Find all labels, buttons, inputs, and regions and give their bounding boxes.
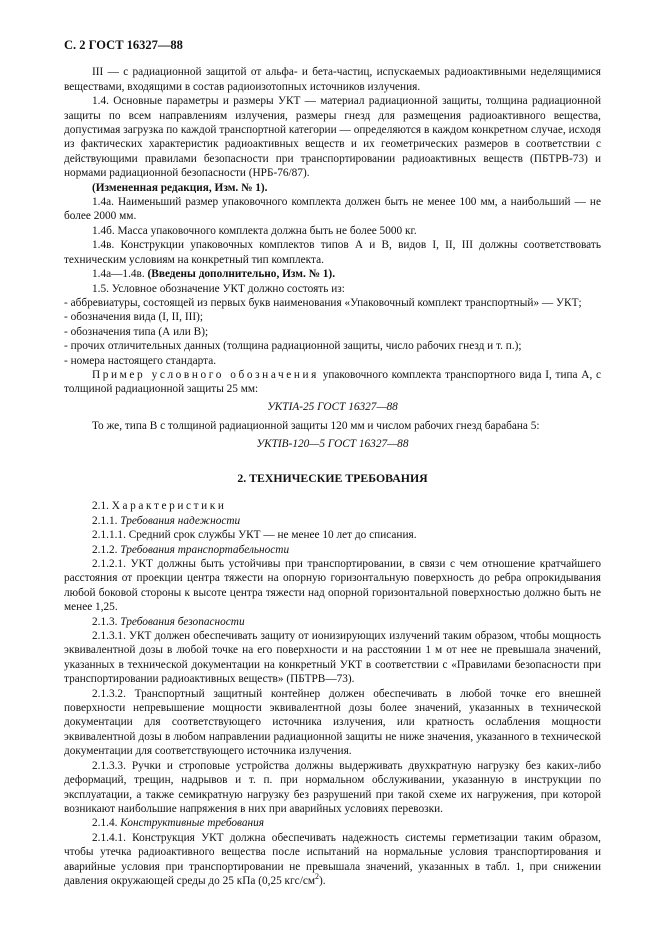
- paragraph-1-4v: 1.4в. Конструкции упаковочных комплектов типов А и В, видов I, II, III должны соответствовать техническим условиям на конкретный тип комплекта.: [64, 239, 601, 266]
- paragraph-2-1-1-1: 2.1.1.1. Средний срок службы УКТ — не менее 10 лет до списания.: [92, 529, 417, 542]
- paragraph-1-4a: 1.4а. Наименьший размер упаковочного комплекта должен быть не менее 100 мм, а наибольший — не более 2000 мм.: [64, 196, 601, 223]
- example-text: упаковочного комплекта транспортного вида I, типа А, с толщиной радиационной защиты 25 мм:: [64, 368, 601, 396]
- superscript: 2: [315, 872, 319, 882]
- heading-2-1: [64, 499, 601, 513]
- heading-2-1-2-title: Требования транспортабельности: [120, 543, 290, 556]
- list-item: - аббревиатуры, состоящей из первых букв наименования «Упаковочный комплект транспортный» — УКТ;: [64, 296, 582, 309]
- example-paragraph: [64, 368, 601, 397]
- paragraph-iii: III — с радиационной защитой от альфа- и бета-частиц, испускаемых радиоактивными неделящимися веществами, входящими в состав радиоизотопных источников излучения.: [64, 66, 601, 93]
- same-paragraph: То же, типа В с толщиной радиационной защиты 120 мм и числом рабочих гнезд барабана 5:: [92, 420, 540, 433]
- heading-2-1-1: [64, 514, 601, 528]
- amended-note: (Измененная редакция, Изм. № 1).: [92, 181, 268, 194]
- heading-2-1-3-number: 2.1.3.: [92, 615, 121, 628]
- heading-2-1-4-number: 2.1.4.: [92, 817, 121, 830]
- heading-2-1-2: [64, 543, 601, 557]
- list-item: - обозначения вида (I, II, III);: [64, 311, 204, 324]
- heading-2-1-4: [64, 816, 601, 830]
- paragraph-1-4: 1.4. Основные параметры и размеры УКТ — материал радиационной защиты, толщина радиационной защиты по всем направлениям излучения, размеры гнезд для размещения радиоактивного вещества, допустимая загрузка по каждой транспортной категории — определяются в каждом конкретном случае, исходя из фактических характеристик радиоактивных веществ и их геометрических размеров в соответствии с действующими правилами безопасности при транспортировании радиоактивных веществ (ПБТРВ-73) и нормами радиационной безопасности (НРБ-76/87).: [64, 95, 601, 180]
- heading-2-1-number: 2.1.: [92, 500, 112, 513]
- paragraph-2-1-4-1-end: ).: [319, 874, 326, 887]
- designation-example-1: УКТIА-25 ГОСТ 16327—88: [267, 400, 398, 413]
- heading-2-1-2-number: 2.1.2.: [92, 543, 121, 556]
- paragraph-2-1-3-3: 2.1.3.3. Ручки и строповые устройства должны выдерживать двухкратную нагрузку без каких-либо деформаций, трещин, надрывов и т. п. при нормальном обслуживании, указанную в инструкции по эксплуатации, а также семикратную нагрузку без разрушений при такой схеме их нагружения, при которой возникают наибольшие напряжения в них при аварийных условиях перевозки.: [64, 759, 601, 815]
- heading-2-1-title: Характеристики: [111, 500, 227, 513]
- paragraph-1-4b: 1.4б. Масса упаковочного комплекта должна быть не более 5000 кг.: [92, 224, 417, 237]
- heading-2-1-3-title: Требования безопасности: [120, 615, 245, 628]
- heading-2-1-3: [64, 615, 601, 629]
- page-header: С. 2 ГОСТ 16327—88: [64, 38, 183, 52]
- heading-2-1-1-number: 2.1.1.: [92, 514, 121, 527]
- list-item: - номера настоящего стандарта.: [64, 354, 217, 367]
- list-item: - прочих отличительных данных (толщина радиационной защиты, число рабочих гнезд и т. п.);: [64, 340, 522, 353]
- section-title: 2. ТЕХНИЧЕСКИЕ ТРЕБОВАНИЯ: [237, 470, 428, 485]
- list-item: - обозначения типа (А или В);: [64, 325, 209, 338]
- introduced-bold: (Введены дополнительно, Изм. № 1).: [147, 268, 336, 281]
- designation-example-2: УКТIВ-120—5 ГОСТ 16327—88: [256, 437, 409, 450]
- paragraph-1-5: 1.5. Условное обозначение УКТ должно состоять из:: [92, 282, 345, 295]
- paragraph-2-1-3-2: 2.1.3.2. Транспортный защитный контейнер должен обеспечивать в любой точке его внешней поверхности непревышение мощности эквивалентной дозы более значений, указанных в технической документации для соответствующего источника излучения, или кратность ослабления мощности эквивалентной дозы в любом направлении радиационной защиты не ниже значения, указанного в технической документации для соответствующего источника излучения.: [64, 687, 601, 758]
- paragraph-2-1-4-1-text: 2.1.4.1. Конструкция УКТ должна обеспечивать надежность системы герметизации таким образом, чтобы утечка радиоактивного вещества после испытаний на нормальные условия транспортирования и аварийные условия при транспортировании не превышала значений, указанных в табл. 1, при снижении давления окружающей среды до 25 кПа (0,25 кгс/см: [64, 831, 601, 887]
- paragraph-2-1-3-1: 2.1.3.1. УКТ должен обеспечивать защиту от ионизирующих излучений таким образом, чтобы мощность эквивалентной дозы в любой точке на его поверхности и на расстоянии 1 м от нее не превышала значений, указанных в технической документации на конкретный УКТ в соответствии с «Правилами безопасности при транспортировании радиоактивных веществ» (ПБТРВ—73).: [64, 630, 601, 686]
- introduced-prefix: 1.4а—1.4в.: [92, 268, 148, 281]
- paragraph-2-1-4-1: [64, 831, 601, 889]
- example-label: Пример условного обозначения: [92, 368, 319, 381]
- heading-2-1-4-title: Конструктивные требования: [120, 817, 265, 830]
- heading-2-1-1-title: Требования надежности: [120, 514, 241, 527]
- introduced-note: [64, 267, 601, 281]
- paragraph-2-1-2-1: 2.1.2.1. УКТ должны быть устойчивы при транспортировании, в связи с чем отношение кратчайшего расстояния от проекции центра тяжести на опорную горизонтальную поверхность до ребра опрокидывания любой боковой стороны к высоте центра тяжести над опорной горизонтальной поверхностью должно быть не менее 1,25.: [64, 558, 601, 614]
